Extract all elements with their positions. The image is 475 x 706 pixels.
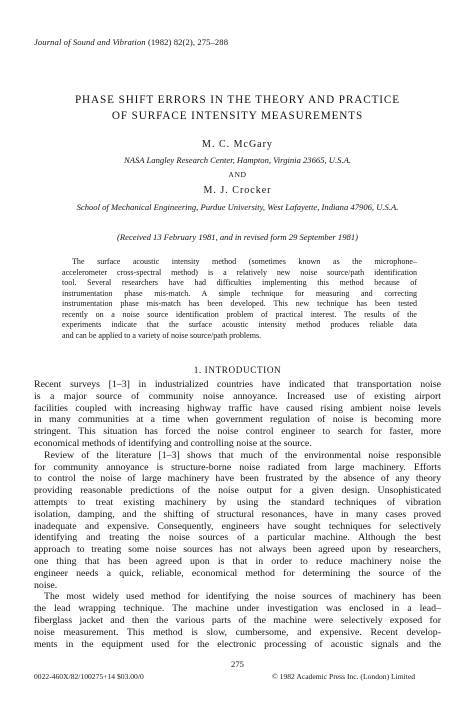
abstract-line: instrumentation phase mis-match has been developed. This new technique has been tested: [62, 299, 417, 308]
body-line: the lead wrapping technique. The machine under investigation was enclosed in a lead–: [34, 603, 441, 615]
body-line: noise.: [34, 579, 58, 591]
body-line: for community annoyance is structure-borne noise radiated from large machinery. Efforts: [34, 461, 441, 473]
author-affiliation: NASA Langley Research Center, Hampton, Virginia 23665, U.S.A.: [124, 155, 351, 165]
author-affiliation: School of Mechanical Engineering, Purdue University, West Lafayette, Indiana 47906, U.S.A.: [76, 202, 399, 212]
body-line: engineer needs a quick, reliable, economical method for determining the source of the: [34, 567, 441, 579]
body-line: attempts to treat existing machinery by using the standard techniques of vibration: [34, 496, 441, 508]
body-line: The most widely used method for identifying the noise sources of machinery has been: [44, 591, 441, 603]
author-name: M. C. McGary: [202, 139, 273, 150]
body-line: inadequate and expensive. Consequently, engineers have sought techniques for selectively: [34, 520, 441, 532]
body-line: in many communities at a time when government regulation of noise is becoming more: [34, 414, 441, 426]
paper-title-line-2: OF SURFACE INTENSITY MEASUREMENTS: [111, 110, 364, 122]
body-line: economical methods of identifying and controlling noise at the source.: [34, 437, 312, 449]
body-line: Recent surveys [1–3] in industrialized countries have indicated that transportation noise: [34, 379, 441, 390]
abstract-line: The surface acoustic intensity method (sometimes known as the microphone–: [72, 257, 417, 266]
abstract-line: accelerometer cross-spectral method) is a relatively new noise source/path identification: [62, 267, 417, 277]
abstract-line: experiments indicate that the surface acoustic intensity method produces reliable data: [62, 320, 417, 329]
body-text: [34, 379, 441, 650]
body-line: facilities coupled with increasing highway traffic have caused rising ambient noise levels: [34, 402, 441, 414]
abstract-line: tool. Several researchers have had difficulties implementing this method because of: [62, 278, 417, 287]
page-number: 275: [231, 659, 244, 669]
body-line: fiberglass jacket and then the various parts of the machine were selectively exposed for: [34, 614, 441, 626]
abstract-line: instrumentation phase mis-match. A simple technique for measuring and correcting: [62, 288, 417, 298]
body-line: Review of the literature [1–3] shows that much of the environmental noise responsible: [44, 449, 441, 461]
author-separator: AND: [228, 170, 247, 179]
body-line: one thing that has been agreed upon is that in order to reduce machinery noise the: [34, 555, 441, 567]
body-line: identifying and treating the noise sources of a particular machine. Although the best: [34, 532, 441, 544]
body-line: isolation, damping, and the shifting of structural resonances, have in many cases proved: [34, 508, 441, 520]
abstract-line: and can be applied to a variety of noise source/path problems.: [62, 330, 262, 340]
body-line: stringent. This situation has forced the noise control engineer to search for faster, more: [34, 426, 441, 438]
abstract: [62, 257, 417, 341]
paper-title-line-1: PHASE SHIFT ERRORS IN THE THEORY AND PRACTICE: [74, 94, 401, 106]
body-line: providing reasonable predictions of the noise output for a given design. Unsophisticated: [34, 485, 441, 497]
abstract-line: recently on a noise source identification problem of practical interest. The results of the: [62, 309, 417, 319]
body-line: is a major source of community noise annoyance. Increased use of existing airport: [34, 390, 441, 402]
footer-code: 0022-460X/82/100275+14 $03.00/0: [34, 672, 144, 681]
received-dates: (Received 13 February 1981, and in revised form 29 September 1981): [117, 232, 358, 242]
journal-header: [34, 37, 228, 47]
body-line: noise measurement. This method is slow, cumbersome, and expensive. Recent develop-: [34, 626, 441, 638]
journal-name: Journal of Sound and Vibration: [34, 37, 146, 47]
body-line: to control the noise of large machinery have been frustrated by the absence of any theory: [34, 473, 441, 485]
footer-copyright: © 1982 Academic Press Inc. (London) Limited: [272, 672, 416, 681]
author-name: M. J. Crocker: [203, 185, 272, 196]
body-line: ments in the equipment used for the electronic processing of acoustic signals and the: [34, 638, 441, 650]
body-line: approach to treating some noise sources has not always been agreed upon by researchers,: [34, 544, 441, 556]
journal-citation: (1982) 82(2), 275–288: [147, 37, 229, 47]
section-heading: 1. INTRODUCTION: [193, 365, 282, 375]
